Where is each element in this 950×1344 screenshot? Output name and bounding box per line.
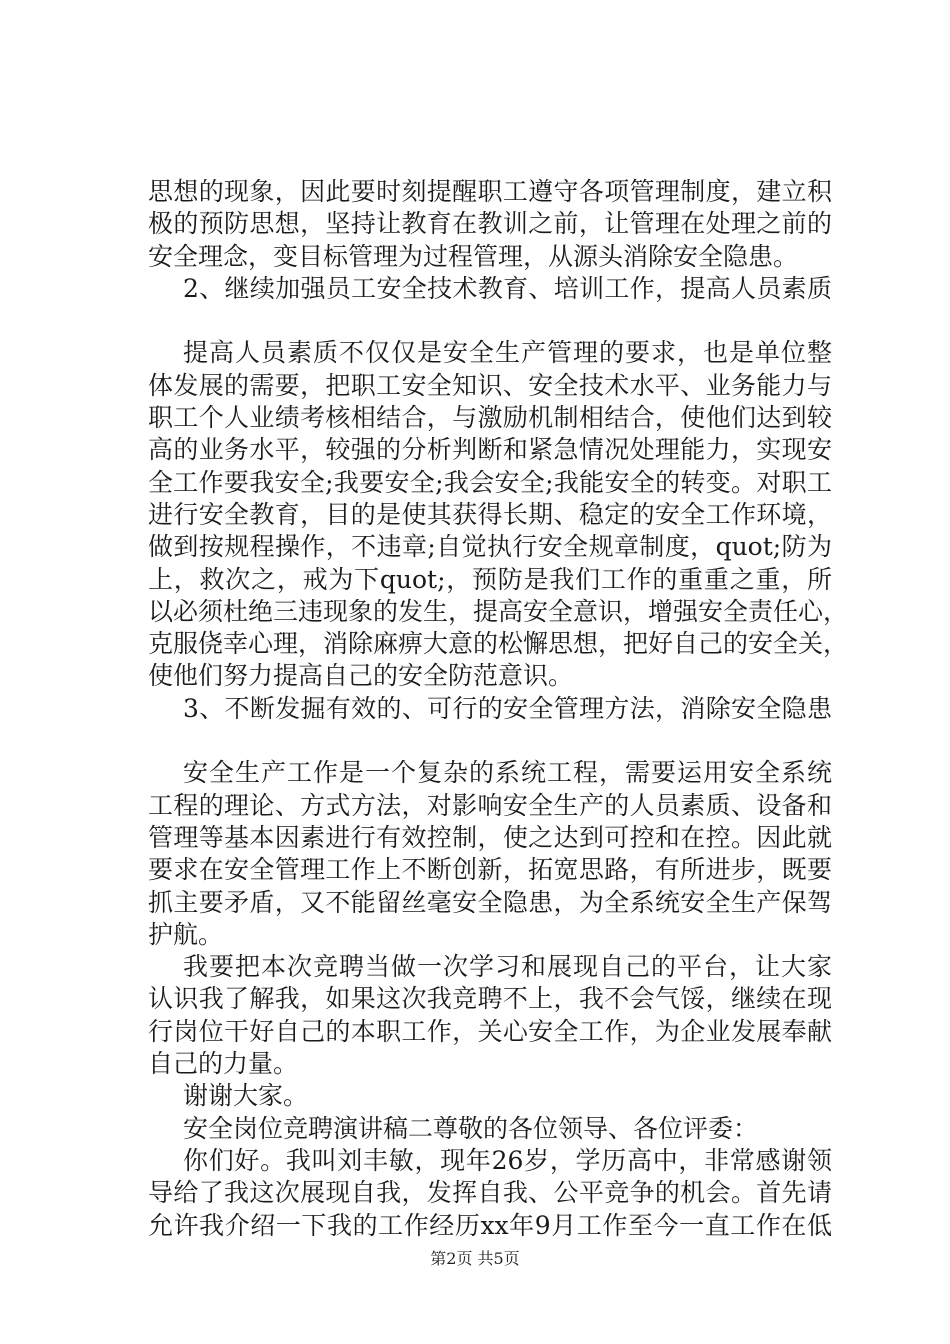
text-line: 职工个人业绩考核相结合，与激励机制相结合，使他们达到较 bbox=[148, 403, 832, 433]
text-line: 思想的现象，因此要时刻提醒职工遵守各项管理制度，建立积 bbox=[148, 177, 832, 206]
text-line: 谢谢大家。 bbox=[183, 1081, 309, 1111]
text-line: 做到按规程操作，不违章;自觉执行安全规章制度，quot;防为 bbox=[148, 532, 832, 562]
text-line: 全工作要我安全;我要安全;我会安全;我能安全的转变。对职工 bbox=[148, 467, 832, 497]
text-line: 安全理念，变目标管理为过程管理，从源头消除安全隐患。 bbox=[148, 241, 799, 271]
text-line: 极的预防思想，坚持让教育在教训之前，让管理在处理之前的 bbox=[148, 209, 832, 239]
text-line: 体发展的需要，把职工安全知识、安全技术水平、业务能力与 bbox=[148, 370, 832, 400]
text-line: 允许我介绍一下我的工作经历xx年9月工作至今一直工作在低 bbox=[148, 1210, 832, 1240]
text-line: 自己的力量。 bbox=[148, 1049, 299, 1079]
page-number-footer: 第2页 共5页 bbox=[430, 1249, 520, 1268]
text-line: 导给了我这次展现自我，发挥自我、公平竞争的机会。首先请 bbox=[148, 1178, 832, 1208]
document-body bbox=[148, 176, 849, 1242]
paragraph-gap bbox=[148, 305, 832, 337]
text-line: 你们好。我叫刘丰敏，现年26岁，学历高中，非常感谢领 bbox=[183, 1145, 832, 1175]
section-heading: 2、继续加强员工安全技术教育、培训工作，提高人员素质 bbox=[183, 273, 832, 303]
text-line: 抓主要矛盾，又不能留丝毫安全隐患，为全系统安全生产保驾 bbox=[148, 887, 832, 917]
text-line: 管理等基本因素进行有效控制，使之达到可控和在控。因此就 bbox=[148, 822, 832, 852]
section-heading: 3、不断发掘有效的、可行的安全管理方法，消除安全隐患 bbox=[183, 693, 832, 723]
text-line: 我要把本次竞聘当做一次学习和展现自己的平台，让大家 bbox=[183, 952, 832, 982]
paragraph-gap bbox=[148, 725, 832, 757]
text-line: 使他们努力提高自己的安全防范意识。 bbox=[148, 661, 574, 691]
text-line: 进行安全教育，目的是使其获得长期、稳定的安全工作环境， bbox=[148, 499, 832, 529]
text-line: 以必须杜绝三违现象的发生，提高安全意识，增强安全责任心， bbox=[148, 596, 849, 626]
text-line: 克服侥幸心理，消除麻痹大意的松懈思想，把好自己的安全关， bbox=[148, 629, 849, 659]
text-line: 上，救次之，戒为下quot;，预防是我们工作的重重之重，所 bbox=[148, 564, 832, 594]
text-line: 工程的理论、方式方法，对影响安全生产的人员素质、设备和 bbox=[148, 790, 832, 820]
text-line: 认识我了解我，如果这次我竞聘不上，我不会气馁，继续在现 bbox=[148, 984, 832, 1014]
text-line: 要求在安全管理工作上不断创新，拓宽思路，有所进步，既要 bbox=[148, 855, 832, 885]
text-line: 行岗位干好自己的本职工作，关心安全工作，为企业发展奉献 bbox=[148, 1016, 832, 1046]
text-line: 提高人员素质不仅仅是安全生产管理的要求，也是单位整 bbox=[183, 338, 832, 368]
text-line: 安全生产工作是一个复杂的系统工程，需要运用安全系统 bbox=[183, 758, 832, 788]
text-line: 安全岗位竞聘演讲稿二尊敬的各位领导、各位评委： bbox=[183, 1113, 759, 1143]
text-line: 护航。 bbox=[148, 919, 224, 949]
text-line: 高的业务水平，较强的分析判断和紧急情况处理能力，实现安 bbox=[148, 435, 832, 465]
